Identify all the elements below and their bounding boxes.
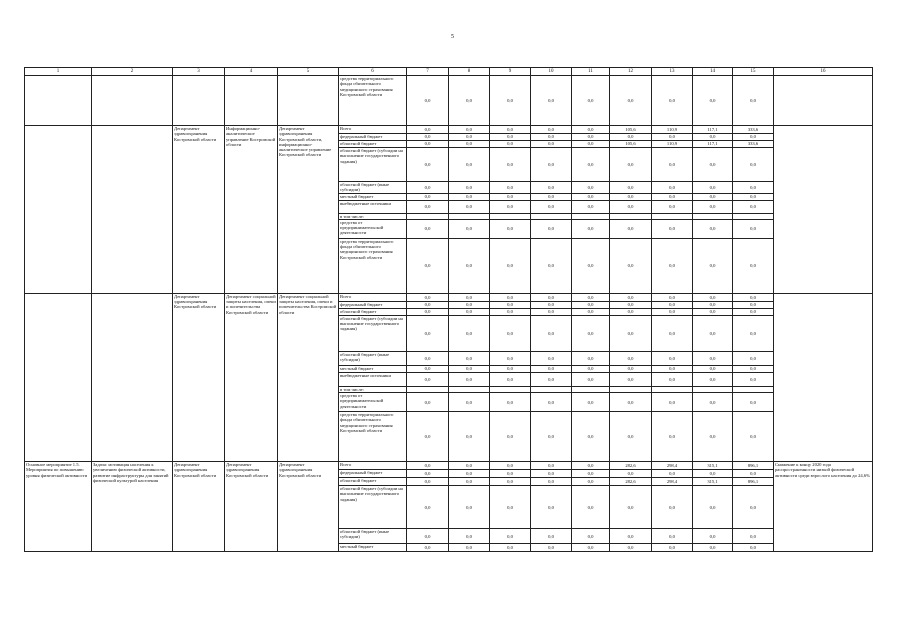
value-cell: 0,0 (407, 141, 449, 148)
column-header: 12 (610, 68, 652, 76)
value-cell: 0,0 (407, 200, 449, 213)
value-cell: 0,0 (531, 301, 572, 308)
value-cell: 0,0 (531, 126, 572, 134)
value-cell: 0,0 (610, 293, 652, 301)
cell-c5 (278, 76, 339, 126)
value-cell: 0,0 (652, 544, 693, 552)
cell-c2: Задача: мотивация населения к увеличению физической активности, развитие инфраструктуры для занятий физической культурой населения (92, 462, 173, 552)
value-cell: 0,0 (572, 238, 610, 293)
value-cell: 0,0 (610, 193, 652, 200)
value-cell: 0,0 (531, 315, 572, 351)
value-cell: 0,0 (407, 126, 449, 134)
value-cell: 105,6 (610, 141, 652, 148)
value-cell: 0,0 (531, 470, 572, 478)
value-cell: 0,0 (610, 76, 652, 126)
value-cell: 0,0 (652, 470, 693, 478)
value-cell: 0,0 (693, 293, 733, 301)
value-cell: 0,0 (733, 293, 774, 301)
budget-table (24, 67, 873, 552)
value-cell: 0,0 (733, 148, 774, 182)
value-cell: 0,0 (652, 76, 693, 126)
value-cell: 0,0 (531, 308, 572, 315)
funding-source-cell: средства территориального фонда обязательного медицинского страхования Костромской области (339, 76, 407, 126)
value-cell: 0,0 (693, 308, 733, 315)
value-cell: 0,0 (572, 544, 610, 552)
value-cell: 0,0 (733, 544, 774, 552)
value-cell: 0,0 (733, 219, 774, 238)
value-cell: 0,0 (693, 200, 733, 213)
column-header: 4 (225, 68, 278, 76)
value-cell: 0,0 (693, 76, 733, 126)
value-cell: 0,0 (449, 544, 490, 552)
value-cell: 0,0 (531, 193, 572, 200)
value-cell: 0,0 (652, 412, 693, 462)
value-cell: 0,0 (531, 293, 572, 301)
value-cell: 0,0 (572, 462, 610, 470)
value-cell: 0,0 (449, 301, 490, 308)
value-cell: 0,0 (652, 529, 693, 544)
value-cell: 0,0 (531, 219, 572, 238)
value-cell: 117,1 (693, 126, 733, 134)
value-cell: 0,0 (733, 486, 774, 529)
value-cell: 0,0 (652, 293, 693, 301)
value-cell: 0,0 (572, 529, 610, 544)
value-cell: 0,0 (449, 308, 490, 315)
value-cell: 0,0 (693, 219, 733, 238)
value-cell: 0,0 (610, 182, 652, 194)
funding-source-cell: областной бюджет (иные субсидии) (339, 182, 407, 194)
value-cell: 0,0 (407, 372, 449, 386)
value-cell: 0,0 (610, 219, 652, 238)
value-cell: 0,0 (449, 182, 490, 194)
value-cell: 0,0 (733, 412, 774, 462)
value-cell: 0,0 (693, 393, 733, 412)
table-row (25, 126, 873, 134)
value-cell: 0,0 (652, 148, 693, 182)
value-cell: 0,0 (652, 301, 693, 308)
value-cell: 0,0 (449, 372, 490, 386)
column-header: 1 (25, 68, 92, 76)
cell-c4: Департамент социальной защиты населения, опеки и попечительства Костромской области (225, 293, 278, 461)
value-cell: 0,0 (490, 293, 531, 301)
funding-source-cell: средства от предпринимательской деятельности (339, 393, 407, 412)
value-cell: 0,0 (531, 393, 572, 412)
value-cell: 0,0 (733, 372, 774, 386)
value-cell: 0,0 (652, 486, 693, 529)
table-row (25, 76, 873, 126)
value-cell: 0,0 (610, 486, 652, 529)
value-cell: 0,0 (531, 486, 572, 529)
value-cell: 0,0 (531, 372, 572, 386)
column-header: 6 (339, 68, 407, 76)
value-cell: 0,0 (572, 308, 610, 315)
value-cell: 0,0 (652, 193, 693, 200)
value-cell: 282,6 (610, 462, 652, 470)
value-cell: 0,0 (490, 351, 531, 365)
value-cell: 0,0 (572, 148, 610, 182)
value-cell: 0,0 (407, 478, 449, 486)
value-cell: 0,0 (490, 219, 531, 238)
value-cell: 0,0 (407, 544, 449, 552)
value-cell: 0,0 (449, 486, 490, 529)
value-cell: 0,0 (693, 134, 733, 141)
value-cell: 0,0 (490, 462, 531, 470)
cell-c5: Департамент социальной защиты населения, опеки и попечительства Костромской области (278, 293, 339, 461)
value-cell: 0,0 (572, 141, 610, 148)
value-cell: 0,0 (610, 544, 652, 552)
value-cell: 0,0 (693, 470, 733, 478)
column-header: 5 (278, 68, 339, 76)
value-cell: 0,0 (733, 182, 774, 194)
page-number: 5 (451, 34, 454, 40)
value-cell: 0,0 (490, 308, 531, 315)
value-cell: 0,0 (407, 148, 449, 182)
value-cell: 0,0 (449, 365, 490, 372)
table-row (25, 462, 873, 470)
value-cell: 117,1 (693, 141, 733, 148)
cell-c4 (225, 76, 278, 126)
value-cell: 0,0 (449, 238, 490, 293)
value-cell: 0,0 (449, 293, 490, 301)
value-cell: 0,0 (490, 470, 531, 478)
value-cell: 0,0 (531, 200, 572, 213)
funding-source-cell: областной бюджет (339, 478, 407, 486)
value-cell: 0,0 (449, 393, 490, 412)
funding-source-cell: внебюджетные источники (339, 200, 407, 213)
value-cell: 0,0 (407, 315, 449, 351)
funding-source-cell: федеральный бюджет (339, 470, 407, 478)
value-cell: 0,0 (531, 529, 572, 544)
column-header: 9 (490, 68, 531, 76)
funding-source-cell: Всего (339, 462, 407, 470)
value-cell: 0,0 (572, 412, 610, 462)
value-cell: 0,0 (572, 293, 610, 301)
value-cell: 0,0 (490, 372, 531, 386)
value-cell: 0,0 (407, 193, 449, 200)
cell-c16: Снижение к концу 2020 года распространенности низкой физической активности среди взрослого населения до 24,6% (774, 462, 873, 552)
cell-c5: Департамент здравоохранения Костромской области, информационно-аналитическое управление Костромской области (278, 126, 339, 294)
value-cell: 0,0 (407, 470, 449, 478)
value-cell: 0,0 (531, 544, 572, 552)
value-cell: 0,0 (490, 365, 531, 372)
value-cell: 0,0 (733, 351, 774, 365)
value-cell: 0,0 (693, 529, 733, 544)
value-cell: 0,0 (610, 529, 652, 544)
value-cell: 0,0 (652, 200, 693, 213)
funding-source-cell: средства территориального фонда обязательного медицинского страхования Костромской области (339, 412, 407, 462)
value-cell: 315,1 (693, 478, 733, 486)
value-cell: 0,0 (693, 365, 733, 372)
value-cell: 0,0 (733, 193, 774, 200)
funding-source-cell: областной бюджет (субсидии на выполнение государственного задания) (339, 315, 407, 351)
cell-c3 (173, 76, 225, 126)
column-header: 3 (173, 68, 225, 76)
value-cell: 0,0 (610, 365, 652, 372)
cell-c16 (774, 76, 873, 126)
value-cell: 0,0 (693, 301, 733, 308)
value-cell: 0,0 (652, 238, 693, 293)
value-cell: 0,0 (449, 478, 490, 486)
value-cell: 0,0 (652, 308, 693, 315)
value-cell: 0,0 (407, 301, 449, 308)
value-cell: 0,0 (490, 76, 531, 126)
value-cell: 0,0 (449, 412, 490, 462)
value-cell: 333,6 (733, 141, 774, 148)
value-cell: 0,0 (572, 351, 610, 365)
funding-source-cell: средства от предпринимательской деятельности (339, 219, 407, 238)
value-cell: 0,0 (407, 351, 449, 365)
value-cell: 0,0 (610, 308, 652, 315)
column-header: 7 (407, 68, 449, 76)
funding-source-cell: областной бюджет (субсидии на выполнение государственного задания) (339, 148, 407, 182)
cell-c3: Департамент здравоохранения Костромской области (173, 462, 225, 552)
value-cell: 0,0 (449, 470, 490, 478)
value-cell: 0,0 (531, 182, 572, 194)
value-cell: 0,0 (531, 141, 572, 148)
funding-source-cell: местный бюджет (339, 193, 407, 200)
value-cell: 0,0 (652, 219, 693, 238)
value-cell: 0,0 (652, 315, 693, 351)
value-cell: 0,0 (733, 529, 774, 544)
header-row (25, 68, 873, 76)
cell-c1 (25, 126, 92, 294)
column-header: 16 (774, 68, 873, 76)
cell-c1 (25, 76, 92, 126)
cell-c2 (92, 76, 173, 126)
value-cell: 0,0 (693, 412, 733, 462)
value-cell: 0,0 (610, 351, 652, 365)
column-header: 2 (92, 68, 173, 76)
value-cell: 0,0 (572, 126, 610, 134)
value-cell: 0,0 (490, 182, 531, 194)
value-cell: 0,0 (572, 219, 610, 238)
value-cell: 0,0 (572, 478, 610, 486)
value-cell: 0,0 (407, 529, 449, 544)
cell-c2 (92, 126, 173, 294)
value-cell: 0,0 (610, 238, 652, 293)
value-cell: 0,0 (490, 486, 531, 529)
value-cell: 0,0 (733, 301, 774, 308)
value-cell: 0,0 (449, 462, 490, 470)
value-cell: 0,0 (449, 219, 490, 238)
value-cell: 0,0 (572, 76, 610, 126)
funding-source-cell: Всего (339, 126, 407, 134)
value-cell: 0,0 (531, 462, 572, 470)
value-cell: 0,0 (610, 148, 652, 182)
value-cell: 0,0 (531, 76, 572, 126)
value-cell: 0,0 (572, 134, 610, 141)
column-header: 14 (693, 68, 733, 76)
funding-source-cell: в том числе: (339, 213, 407, 219)
value-cell: 0,0 (531, 412, 572, 462)
value-cell: 0,0 (449, 193, 490, 200)
value-cell: 0,0 (733, 76, 774, 126)
value-cell: 0,0 (652, 182, 693, 194)
value-cell: 0,0 (572, 393, 610, 412)
value-cell: 0,0 (693, 148, 733, 182)
value-cell: 0,0 (531, 148, 572, 182)
value-cell: 0,0 (652, 351, 693, 365)
value-cell: 0,0 (407, 293, 449, 301)
value-cell: 0,0 (693, 544, 733, 552)
value-cell: 0,0 (490, 193, 531, 200)
cell-c1 (25, 293, 92, 461)
value-cell: 0,0 (610, 412, 652, 462)
cell-c4: Департамент здравоохранения Костромской области (225, 462, 278, 552)
column-header: 11 (572, 68, 610, 76)
funding-source-cell: местный бюджет (339, 544, 407, 552)
value-cell: 0,0 (610, 301, 652, 308)
value-cell: 0,0 (733, 470, 774, 478)
value-cell: 0,0 (572, 365, 610, 372)
value-cell: 0,0 (693, 486, 733, 529)
value-cell: 0,0 (572, 470, 610, 478)
value-cell: 0,0 (490, 200, 531, 213)
funding-source-cell: Всего (339, 293, 407, 301)
value-cell: 0,0 (733, 238, 774, 293)
value-cell: 0,0 (610, 372, 652, 386)
value-cell: 0,0 (531, 134, 572, 141)
value-cell: 0,0 (531, 238, 572, 293)
value-cell: 0,0 (572, 182, 610, 194)
value-cell: 0,0 (733, 365, 774, 372)
column-header: 10 (531, 68, 572, 76)
value-cell: 0,0 (407, 182, 449, 194)
value-cell: 0,0 (490, 412, 531, 462)
value-cell: 0,0 (490, 393, 531, 412)
value-cell: 0,0 (610, 470, 652, 478)
funding-source-cell: федеральный бюджет (339, 301, 407, 308)
cell-c3: Департамент здравоохранения Костромской области (173, 126, 225, 294)
value-cell: 0,0 (490, 544, 531, 552)
value-cell: 0,0 (531, 365, 572, 372)
value-cell: 0,0 (693, 193, 733, 200)
value-cell: 0,0 (610, 200, 652, 213)
value-cell: 0,0 (449, 141, 490, 148)
value-cell: 0,0 (652, 134, 693, 141)
funding-source-cell: областной бюджет (339, 308, 407, 315)
value-cell: 110,9 (652, 126, 693, 134)
value-cell: 0,0 (490, 315, 531, 351)
value-cell: 0,0 (733, 134, 774, 141)
value-cell: 0,0 (572, 200, 610, 213)
funding-source-cell: средства территориального фонда обязательного медицинского страхования Костромской области (339, 238, 407, 293)
value-cell: 0,0 (407, 365, 449, 372)
value-cell: 0,0 (490, 529, 531, 544)
cell-c1: Основное мероприятие 1.5. Мероприятия по повышению уровня физической активности (25, 462, 92, 552)
value-cell: 0,0 (490, 238, 531, 293)
value-cell: 0,0 (531, 351, 572, 365)
funding-source-cell: в том числе: (339, 386, 407, 392)
value-cell: 0,0 (407, 412, 449, 462)
value-cell: 0,0 (449, 315, 490, 351)
value-cell: 0,0 (407, 393, 449, 412)
value-cell: 0,0 (490, 134, 531, 141)
value-cell: 0,0 (407, 238, 449, 293)
funding-source-cell: областной бюджет (339, 141, 407, 148)
funding-source-cell: местный бюджет (339, 365, 407, 372)
value-cell: 298,4 (652, 478, 693, 486)
value-cell: 0,0 (652, 393, 693, 412)
value-cell: 0,0 (572, 372, 610, 386)
cell-c16 (774, 293, 873, 461)
value-cell: 0,0 (693, 182, 733, 194)
value-cell: 0,0 (531, 478, 572, 486)
funding-source-cell: федеральный бюджет (339, 134, 407, 141)
value-cell: 298,4 (652, 462, 693, 470)
value-cell: 0,0 (490, 301, 531, 308)
column-header: 8 (449, 68, 490, 76)
value-cell: 0,0 (449, 126, 490, 134)
value-cell: 0,0 (572, 193, 610, 200)
value-cell: 0,0 (407, 76, 449, 126)
value-cell: 0,0 (572, 301, 610, 308)
value-cell: 0,0 (572, 486, 610, 529)
value-cell: 105,6 (610, 126, 652, 134)
value-cell: 0,0 (449, 529, 490, 544)
value-cell: 0,0 (449, 351, 490, 365)
value-cell: 0,0 (572, 315, 610, 351)
cell-c5: Департамент здравоохранения Костромской области (278, 462, 339, 552)
value-cell: 315,1 (693, 462, 733, 470)
funding-source-cell: областной бюджет (иные субсидии) (339, 351, 407, 365)
value-cell: 0,0 (407, 219, 449, 238)
cell-c4: Информационно-аналитическое управление Костромской области (225, 126, 278, 294)
value-cell: 0,0 (693, 372, 733, 386)
value-cell: 0,0 (693, 315, 733, 351)
value-cell: 0,0 (733, 315, 774, 351)
value-cell: 0,0 (652, 365, 693, 372)
value-cell: 896,1 (733, 478, 774, 486)
value-cell: 0,0 (652, 372, 693, 386)
value-cell: 0,0 (693, 238, 733, 293)
value-cell: 282,6 (610, 478, 652, 486)
value-cell: 0,0 (449, 134, 490, 141)
value-cell: 0,0 (490, 148, 531, 182)
cell-c2 (92, 293, 173, 461)
value-cell: 0,0 (490, 126, 531, 134)
value-cell: 0,0 (490, 478, 531, 486)
column-header: 13 (652, 68, 693, 76)
value-cell: 0,0 (407, 308, 449, 315)
value-cell: 110,9 (652, 141, 693, 148)
funding-source-cell: областной бюджет (субсидии на выполнение государственного задания) (339, 486, 407, 529)
funding-source-cell: областной бюджет (иные субсидии) (339, 529, 407, 544)
value-cell: 0,0 (610, 393, 652, 412)
table-row (25, 293, 873, 301)
value-cell: 0,0 (407, 134, 449, 141)
cell-c3: Департамент здравоохранения Костромской области (173, 293, 225, 461)
value-cell: 0,0 (610, 134, 652, 141)
value-cell: 0,0 (610, 315, 652, 351)
value-cell: 896,1 (733, 462, 774, 470)
value-cell: 0,0 (407, 462, 449, 470)
value-cell: 0,0 (449, 76, 490, 126)
value-cell: 0,0 (449, 200, 490, 213)
funding-source-cell: внебюджетные источники (339, 372, 407, 386)
value-cell: 333,6 (733, 126, 774, 134)
value-cell: 0,0 (449, 148, 490, 182)
column-header: 15 (733, 68, 774, 76)
value-cell: 0,0 (733, 393, 774, 412)
value-cell: 0,0 (407, 486, 449, 529)
value-cell: 0,0 (733, 308, 774, 315)
value-cell: 0,0 (693, 351, 733, 365)
value-cell: 0,0 (733, 200, 774, 213)
cell-c16 (774, 126, 873, 294)
value-cell: 0,0 (490, 141, 531, 148)
